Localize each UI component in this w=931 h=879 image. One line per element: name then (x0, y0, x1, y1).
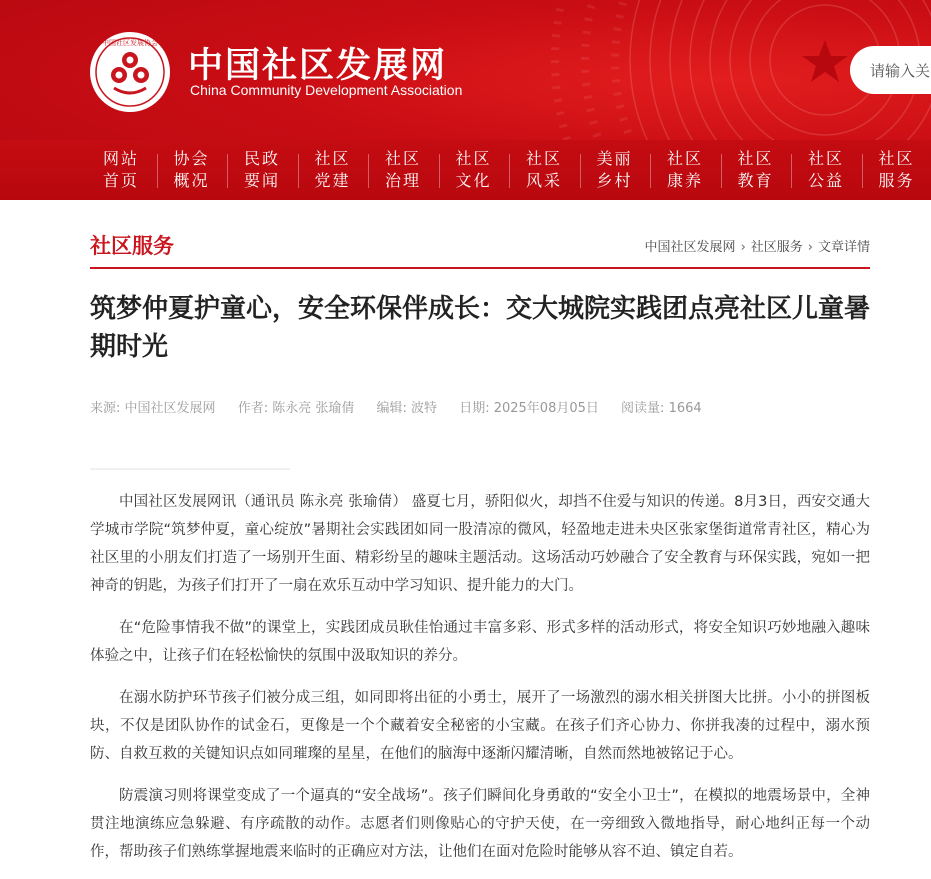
article-paragraph: 在溺水防护环节孩子们被分成三组，如同即将出征的小勇士，展开了一场激烈的溺水相关拼图大比拼。小小的拼图板块，不仅是团队协作的试金石，更像是一个个藏着安全秘密的小宝藏。在孩子们齐心协力、你拼我凑的过程中，溺水预防、自救互救的关键知识点如同璀璨的星星，在他们的脑海中逐渐闪耀清晰，自然而然地被铭记于心。 (90, 690, 870, 762)
nav-item-line2: 首页 (102, 171, 139, 190)
editor-value: 波特 (411, 401, 438, 416)
views-label: 阅读量: (621, 401, 665, 416)
nav-item-line2: 乡村 (596, 171, 633, 190)
nav-item[interactable] (585, 148, 645, 194)
nav-item-line2: 服务 (878, 171, 915, 190)
nav-item-line1: 美丽 (596, 149, 633, 168)
nav-item-line1: 网站 (102, 149, 139, 168)
nav-item[interactable] (867, 148, 927, 194)
nav-item[interactable] (303, 148, 363, 194)
article-body (90, 488, 870, 879)
nav-separator (368, 154, 369, 188)
source-value: 中国社区发展网 (124, 401, 216, 416)
nav-item[interactable] (796, 148, 856, 194)
nav-item-line1: 社区 (878, 149, 915, 168)
nav-item-line2: 文化 (455, 171, 492, 190)
breadcrumb (645, 236, 870, 255)
breadcrumb-home[interactable]: 中国社区发展网 (644, 240, 736, 255)
nav-item-line1: 社区 (314, 149, 351, 168)
nav-separator (862, 154, 863, 188)
nav-separator (650, 154, 651, 188)
nav-item-line2: 要闻 (243, 171, 280, 190)
search-input[interactable]: 请输入关 (850, 46, 931, 94)
author-value: 陈永亮 张瑜倩 (272, 401, 355, 416)
article-paragraph: 防震演习则将课堂变成了一个逼真的“安全战场”。孩子们瞬间化身勇敢的“安全小卫士”，在模拟的地震场景中，全神贯注地演练应急躲避、有序疏散的动作。志愿者们则像贴心的守护天使，在一旁细致入微地指导，耐心地纠正每一个动作，帮助孩子们熟练掌握地震来临时的正确应对方法，让他们在面对危险时能够从容不迫、镇定自若。 (90, 788, 870, 860)
section-title: 社区服务 (90, 234, 174, 258)
nav-item[interactable] (444, 148, 504, 194)
article-paragraph: 在“危险事情我不做”的课堂上，实践团成员耿佳怡通过丰富多彩、形式多样的活动形式，将安全知识巧妙地融入趣味体验之中，让孩子们在轻松愉快的氛围中汲取知识的养分。 (90, 620, 870, 664)
nav-separator (721, 154, 722, 188)
nav-separator (227, 154, 228, 188)
nav-separator (439, 154, 440, 188)
nav-item[interactable] (232, 148, 292, 194)
breadcrumb-current: 文章详情 (817, 240, 870, 255)
breadcrumb-separator: › (807, 240, 813, 255)
breadcrumb-separator: › (740, 240, 746, 255)
nav-item-line1: 社区 (666, 149, 703, 168)
date-value: 2025年08月05日 (493, 401, 599, 416)
nav-item-line1: 社区 (807, 149, 844, 168)
site-header (0, 0, 931, 200)
nav-item-line2: 风采 (525, 171, 562, 190)
nav-item[interactable] (91, 148, 151, 194)
meta-divider (90, 468, 290, 470)
article-paragraph: 中国社区发展网讯（通讯员 陈永亮 张瑜倩） 盛夏七月，骄阳似火，却挡不住爱与知识的传递。8月3日，西安交通大学城市学院“筑梦仲夏，童心绽放”暑期社会实践团如同一股清凉的微风，轻盈地走进未央区张家堡街道常青社区，精心为社区里的小朋友们打造了一场别开生面、精彩纷呈的趣味主题活动。这场活动巧妙融合了安全教育与环保实践，宛如一把神奇的钥匙，为孩子们打开了一扇在欢乐互动中学习知识、提升能力的大门。 (90, 494, 870, 594)
nav-item-line1: 社区 (737, 149, 774, 168)
red-star-icon (802, 40, 848, 82)
article-meta (90, 397, 720, 416)
nav-item-line1: 社区 (455, 149, 492, 168)
nav-item-line2: 教育 (737, 171, 774, 190)
date-label: 日期: (459, 401, 490, 416)
nav-item-line2: 党建 (314, 171, 351, 190)
nav-item-line1: 民政 (243, 149, 280, 168)
nav-separator (791, 154, 792, 188)
views-count: 1664 (668, 401, 702, 416)
author-label: 作者: (237, 401, 269, 416)
nav-item-line2: 公益 (807, 171, 844, 190)
site-name-cn[interactable]: 中国社区发展网 (188, 46, 448, 86)
nav-separator (509, 154, 510, 188)
nav-separator (298, 154, 299, 188)
nav-separator (580, 154, 581, 188)
emblem-text: 中国社区发展协会 (102, 39, 158, 47)
nav-item[interactable] (162, 148, 222, 194)
nav-item-line2: 概况 (173, 171, 210, 190)
site-name-en[interactable]: China Community Development Association (190, 82, 463, 98)
nav-item-line2: 康养 (666, 171, 703, 190)
nav-item-line1: 社区 (525, 149, 562, 168)
article-title: 筑梦仲夏护童心，安全环保伴成长：交大城院实践团点亮社区儿童暑期时光 (90, 294, 871, 362)
source-label: 来源: (90, 401, 121, 416)
community-emblem-icon[interactable] (88, 30, 172, 114)
main-nav (91, 148, 931, 194)
nav-item-line1: 协会 (173, 149, 210, 168)
nav-separator (157, 154, 158, 188)
nav-item[interactable] (726, 148, 786, 194)
nav-item[interactable] (655, 148, 715, 194)
nav-item[interactable] (514, 148, 574, 194)
nav-item-line1: 社区 (384, 149, 421, 168)
editor-label: 编辑: (376, 401, 407, 416)
breadcrumb-section[interactable]: 社区服务 (750, 240, 803, 255)
nav-item[interactable] (373, 148, 433, 194)
section-divider (90, 267, 870, 269)
nav-item-line2: 治理 (384, 171, 421, 190)
